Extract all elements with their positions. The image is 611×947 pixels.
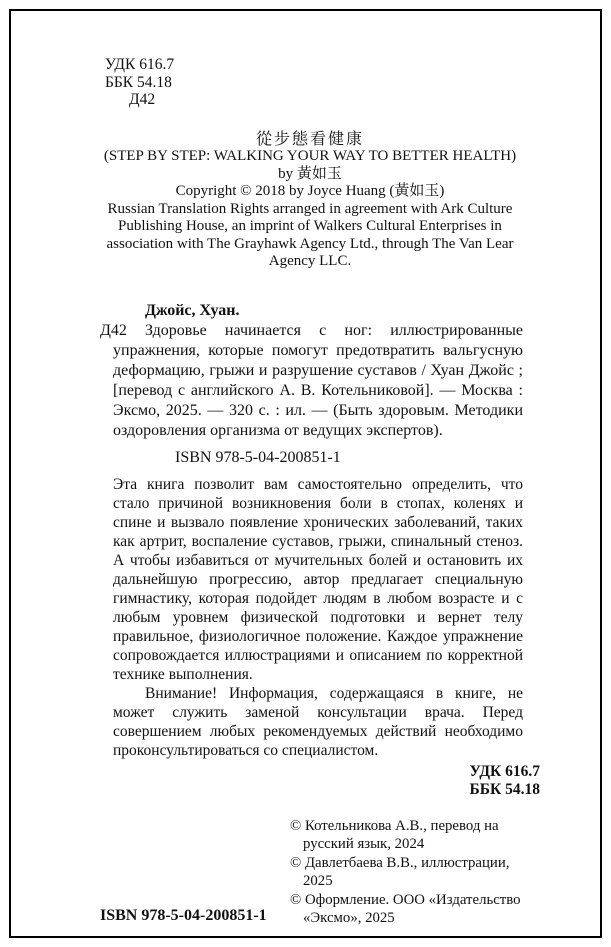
udk-code-top: УДК 616.7	[105, 56, 175, 73]
translation-rights-notice: Russian Translation Rights arranged in agreement with Ark Culture Publishing House, an imprint of Walkers Cultural Enterprises in association with The Grayhawk Agency Ltd., through The Van Lear Agency LLC.	[106, 200, 514, 269]
copyright-publisher: © Оформление. ООО «Издательство «Эксмо», 2025	[290, 891, 521, 926]
udk-code-bottom: УДК 616.7	[469, 762, 540, 780]
isbn-bottom: ISBN 978-5-04-200851-1	[100, 906, 267, 924]
isbn-middle: ISBN 978-5-04-200851-1	[175, 448, 341, 466]
catalog-entry	[100, 321, 523, 441]
classification-codes-top	[105, 56, 523, 109]
bbk-code-bottom: ББК 54.18	[469, 780, 540, 798]
original-title-cjk: 從步態看健康	[255, 130, 364, 148]
copyright-notice: Copyright © 2018 by Joyce Huang (黃如玉)	[175, 183, 445, 199]
author-sign-entry: Д42	[100, 321, 127, 339]
classification-codes-bottom	[113, 763, 540, 799]
author-heading: Джойс, Хуан.	[145, 301, 240, 319]
original-title-english: (STEP BY STEP: WALKING YOUR WAY TO BETTER HEALTH)	[103, 148, 517, 164]
annotation-text: Эта книга позволит вам самостоятельно определить, что стало причиной возникновения боли в стопах, коленях и спине и вызвало появление хронических заболеваний, таких как артрит, воспаление суставов, грыжи, спинальный стеноз. А чтобы избавиться от мучительных болей и остановить их дальнейшую прогрессию, автор предлагает специальную гимнастику, которая подойдет людям в любом возрасте и с любым уровнем физической подготовки и вернет телу правильное, физиологичное положение. Каждое упражнение сопровождается иллюстрациями и описанием по корректной технике выполнения.	[113, 475, 523, 683]
original-byline: by 黃如玉	[278, 165, 342, 182]
medical-warning-text: Внимание! Информация, содержащаяся в книге, не может служить заменой консультации врача. Перед совершением любых рекомендуемых действий необходимо проконсультироваться со специалистом.	[113, 684, 523, 759]
catalog-description: Здоровье начинается с ног: иллюстрированные упражнения, которые помогут предотвратить вальгусную деформацию, грыжи и разрушение суставов / Хуан Джойс ; [перевод с английского А. В. Котельниковой]. — Москва : Эксмо, 2025. — 320 с. : ил. — (Быть здоровым. Методики оздоровления организма от ведущих экспертов).	[113, 321, 523, 439]
bottom-row	[100, 817, 523, 928]
copyright-list	[290, 817, 533, 928]
copyright-translator: © Котельникова А.В., перевод на русский язык, 2024	[290, 817, 499, 852]
author-sign-top: Д42	[129, 91, 156, 108]
original-title-block	[87, 131, 533, 271]
bbk-code-top: ББК 54.18	[105, 73, 172, 91]
bibliographic-record	[100, 301, 523, 441]
copyright-illustrator: © Давлетбаева В.В., иллюстрации, 2025	[290, 854, 510, 889]
